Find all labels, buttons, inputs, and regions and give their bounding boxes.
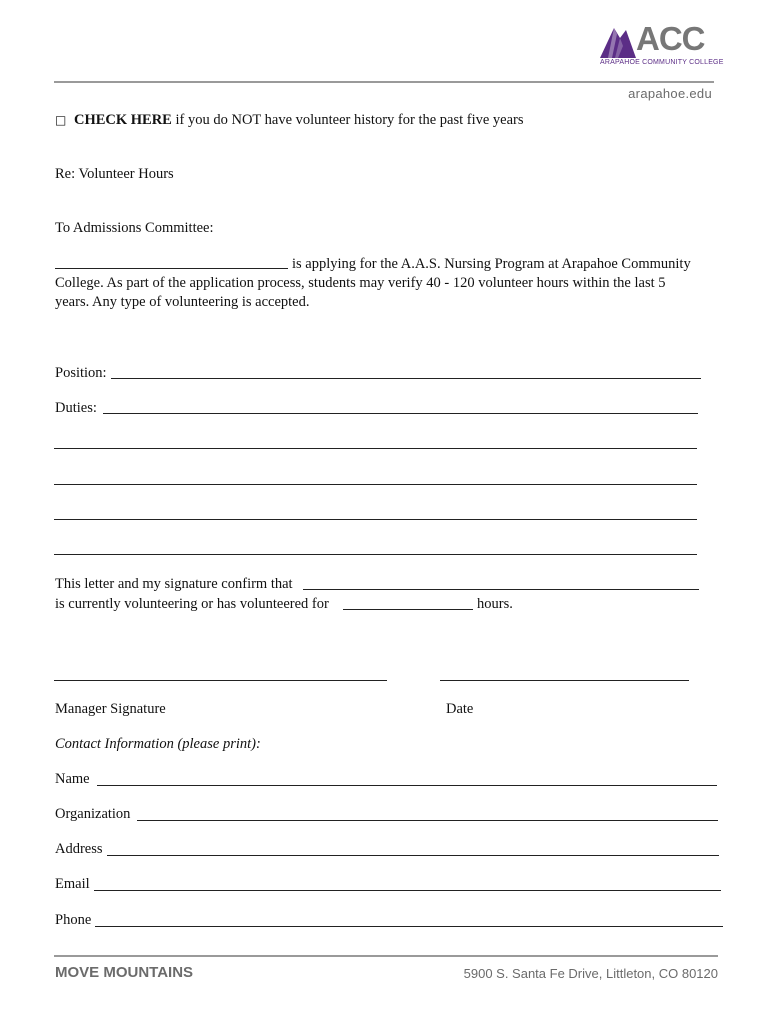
contact-heading: Contact Information (please print): [55,736,261,752]
position-blank[interactable] [111,378,701,379]
applicant-name-blank[interactable] [55,268,288,269]
acc-logo [600,20,724,70]
logo-subtitle: ARAPAHOE COMMUNITY COLLEGE [600,59,724,66]
mountain-icon [600,24,636,58]
header-divider [54,81,714,83]
email-label: Email [55,876,90,892]
footer-divider [54,955,718,957]
duties-label: Duties: [55,400,97,416]
date-label: Date [446,701,474,717]
check-here-text: if you do NOT have volunteer history for the past five years [175,112,524,128]
organization-field[interactable] [137,820,718,821]
address-field[interactable] [107,855,719,856]
hours-label: hours. [477,596,513,612]
confirm-line-2: is currently volunteering or has volunteered for [55,596,329,612]
date-blank[interactable] [440,680,689,681]
name-field[interactable] [97,785,717,786]
duties-blank-2[interactable] [54,448,697,449]
confirm-line-1: This letter and my signature confirm that [55,576,293,592]
website-link[interactable]: arapahoe.edu [628,86,712,101]
salutation: To Admissions Committee: [55,220,214,236]
position-label: Position: [55,365,107,381]
re-line: Re: Volunteer Hours [55,166,174,182]
logo-mark: ACC [636,20,705,57]
phone-field[interactable] [95,926,723,927]
footer-slogan: MOVE MOUNTAINS [55,964,194,981]
manager-signature-blank[interactable] [54,680,387,681]
footer-address: 5900 S. Santa Fe Drive, Littleton, CO 80120 [463,966,718,981]
body-line-3: years. Any type of volunteering is accepted. [55,294,310,310]
duties-blank-5[interactable] [54,554,697,555]
email-field[interactable] [94,890,721,891]
body-line-2: College. As part of the application process, students may verify 40 - 120 volunteer hours within the last 5 [55,275,666,291]
check-line [55,112,524,129]
check-here-label: CHECK HERE [73,112,172,128]
duties-blank-3[interactable] [54,484,697,485]
phone-label: Phone [55,912,92,928]
duties-blank-1[interactable] [103,413,698,414]
hours-blank[interactable] [343,609,473,610]
body-line-1: is applying for the A.A.S. Nursing Program at Arapahoe Community [292,256,691,272]
duties-blank-4[interactable] [54,519,697,520]
address-label: Address [55,841,103,857]
checkbox[interactable]: □ [55,113,67,127]
manager-signature-label: Manager Signature [55,701,166,717]
organization-label: Organization [55,806,131,822]
volunteer-name-blank[interactable] [303,589,699,590]
name-label: Name [55,771,90,787]
